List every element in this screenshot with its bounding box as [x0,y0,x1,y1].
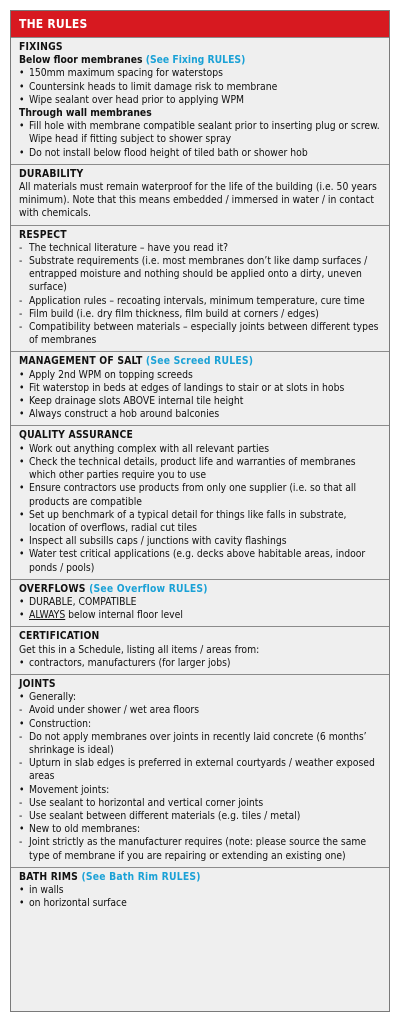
list-item: • Movement joints: [19,783,110,796]
below-floor-subheading [19,54,381,67]
certification-text: Get this in a Schedule, listing all items / areas from: [19,643,260,656]
dash-icon: - [19,796,23,809]
durability-text: All materials must remain waterproof for the life of the building (i.e. 50 years minimum). Note that this means embedded / immersed in water / in contact with chemicals. [19,181,377,220]
bullet-icon: • [19,120,25,133]
list-item: • Always construct a hob around balconies [19,408,220,421]
list-item: • Countersink heads to limit damage risk to membrane [19,80,278,93]
list-item: • Do not install below flood height of tiled bath or shower hob [19,146,308,159]
bullet-icon: • [19,783,25,796]
list-item: - Joint strictly as the manufacturer requires (note: please source the same type of membrane if you are repairing or extending an existing one) [19,836,367,862]
bullet-icon: • [19,381,25,394]
fixings-title: FIXINGS [19,41,63,53]
list-item: • 150mm maximum spacing for waterstops [19,67,223,80]
dash-icon: - [19,241,23,254]
bullet-icon: • [19,595,25,608]
list-item: • Keep drainage slots ABOVE internal tile height [19,395,244,408]
overflows-heading [19,583,381,596]
dash-icon: - [19,307,23,320]
list-item: • on horizontal surface [19,897,127,910]
overflows-title: OVERFLOWS [19,582,86,595]
joints-title: JOINTS [19,677,56,690]
screed-rules-link[interactable]: (See Screed RULES) [145,355,254,368]
panel-title: THE RULES [11,11,389,37]
always-emphasis: ALWAYS [29,609,66,622]
overflow-rules-link[interactable]: (See Overflow RULES) [89,582,208,595]
list-item: • DURABLE, COMPATIBLE [19,595,137,608]
bath-heading [19,871,381,884]
list-item: - Avoid under shower / wet area floors [19,704,200,717]
fixing-rules-link[interactable]: (See Fixing RULES) [145,54,246,67]
bullet-icon: • [19,482,25,495]
section-durability [11,164,389,225]
list-item: • Fill hole with membrane compatible sealant prior to inserting plug or screw. Wipe head if fitting subject to shower spray [19,120,380,146]
list-item: - Application rules – recoating intervals, minimum temperature, cure time [19,294,365,307]
list-item: - The technical literature – have you read it? [19,241,228,254]
through-wall-subheading: Through wall membranes [19,107,152,120]
bullet-icon: • [19,823,25,836]
list-item: • in walls [19,883,64,896]
bullet-icon: • [19,609,25,622]
respect-title: RESPECT [19,228,67,241]
bullet-icon: • [19,691,25,704]
bullet-icon: • [19,455,25,468]
list-item: • Set up benchmark of a typical detail for things like falls in substrate, location of overflows, radial cut tiles [19,508,347,534]
dash-icon: - [19,809,23,822]
list-item: - Use sealant to horizontal and vertical corner joints [19,796,264,809]
below-floor-label: Below floor membranes [19,54,143,67]
dash-icon: - [19,836,23,849]
certification-title: CERTIFICATION [19,630,100,643]
bullet-icon: • [19,395,25,408]
list-item: - Compatibility between materials – especially joints between different types of membranes [19,321,379,347]
dash-icon: - [19,294,23,307]
bath-title: BATH RIMS [19,870,78,883]
section-management-of-salt [11,351,389,425]
list-item: • Water test critical applications (e.g. decks above habitable areas, indoor ponds / pools) [19,548,366,574]
rules-panel [10,10,390,1012]
bath-rim-rules-link[interactable]: (See Bath Rim RULES) [81,870,201,883]
salt-heading [19,355,381,368]
list-item: • Generally: [19,691,76,704]
bullet-icon: • [19,408,25,421]
bullet-icon: • [19,656,25,669]
dash-icon: - [19,730,23,743]
section-overflows [11,579,389,627]
bullet-icon: • [19,146,25,159]
list-item: • ALWAYS below internal floor level [19,609,183,622]
bullet-icon: • [19,535,25,548]
list-item: • New to old membranes: [19,823,141,836]
dash-icon: - [19,321,23,334]
section-joints [11,674,389,867]
list-item: - Film build (i.e. dry film thickness, film build at corners / edges) [19,307,319,320]
bullet-icon: • [19,548,25,561]
list-item: • Work out anything complex with all relevant parties [19,442,270,455]
bullet-icon: • [19,897,25,910]
section-bath-rims [11,867,389,915]
list-item: • Apply 2nd WPM on topping screeds [19,368,193,381]
bullet-icon: • [19,883,25,896]
bullet-icon: • [19,368,25,381]
dash-icon: - [19,255,23,268]
bullet-icon: • [19,508,25,521]
bullet-icon: • [19,67,25,80]
section-fixings [11,37,389,164]
durability-title: DURABILITY [19,167,84,180]
list-item: - Substrate requirements (i.e. most membranes don’t like damp surfaces / entrapped moisture and nothing should be applied onto a dirty, uneven surface) [19,255,368,294]
list-item: • Inspect all subsills caps / junctions with cavity flashings [19,535,287,548]
dash-icon: - [19,704,23,717]
list-item: • Fit waterstop in beds at edges of landings to stair or at slots in hobs [19,381,345,394]
bullet-icon: • [19,93,25,106]
list-item: • Construction: [19,717,92,730]
list-item: - Upturn in slab edges is preferred in external courtyards / weather exposed areas [19,757,375,783]
list-item: - Do not apply membranes over joints in recently laid concrete (6 months’ shrinkage is ideal) [19,730,367,756]
list-item: • Wipe sealant over head prior to applying WPM [19,93,245,106]
salt-title: MANAGEMENT OF SALT [19,355,143,368]
quality-title: QUALITY ASSURANCE [19,429,134,442]
bullet-icon: • [19,80,25,93]
section-respect [11,225,389,352]
section-certification [11,626,389,674]
list-item: • contractors, manufacturers (for larger jobs) [19,656,231,669]
list-item: - Use sealant between different materials (e.g. tiles / metal) [19,809,301,822]
list-item: • Ensure contractors use products from only one supplier (i.e. so that all products are compatible [19,482,357,508]
section-quality-assurance [11,425,389,578]
bullet-icon: • [19,717,25,730]
dash-icon: - [19,757,23,770]
bullet-icon: • [19,442,25,455]
list-item: • Check the technical details, product life and warranties of membranes which other parties require you to use [19,455,356,482]
